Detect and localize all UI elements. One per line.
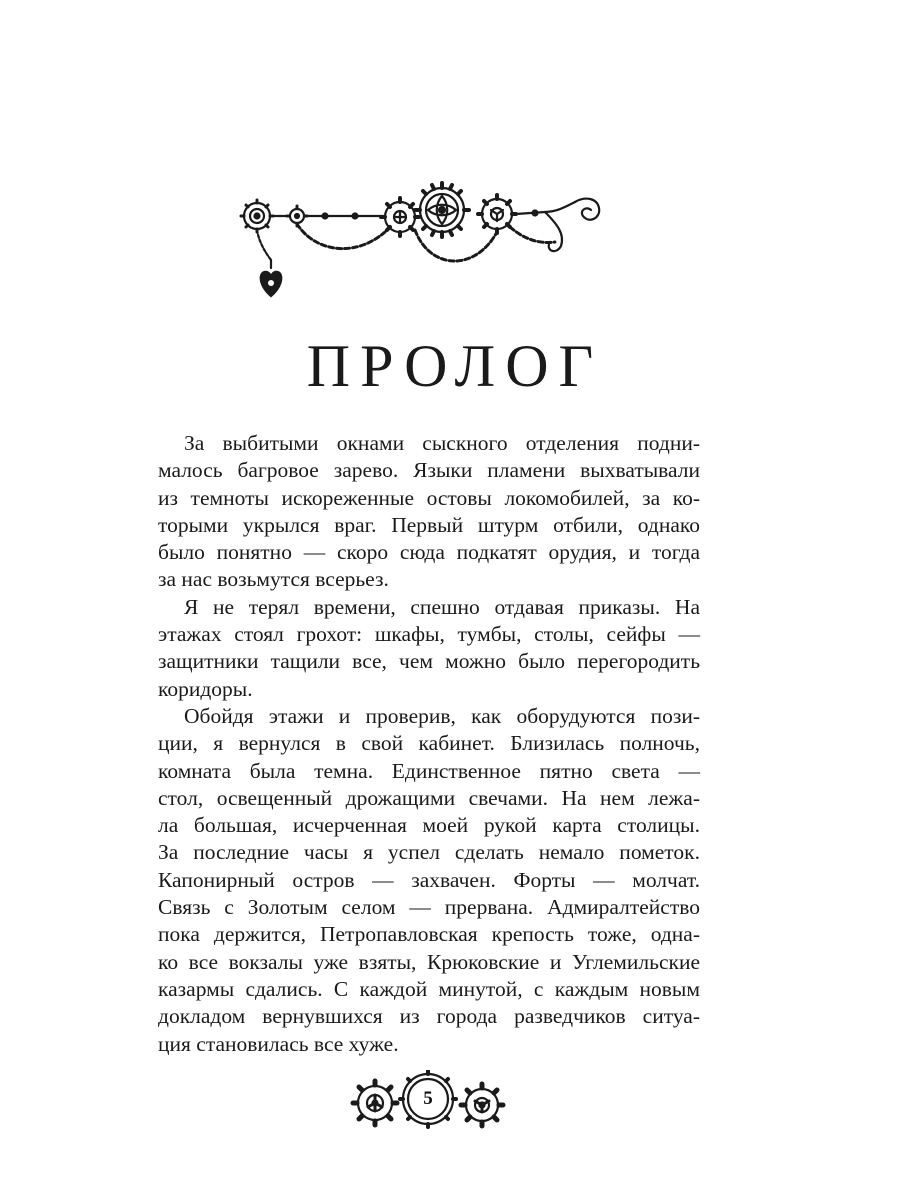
text-line: малось багровое зарево. Языки пламени выхватывали	[158, 458, 700, 483]
text-line: коридоры.	[158, 676, 253, 701]
gear-icon	[381, 198, 419, 236]
paragraph	[158, 594, 700, 703]
text-line: казармы сдались. С каждой минутой, с каждым новым	[158, 976, 700, 1001]
text-line: ла большая, исчерченная моей рукой карта столицы.	[158, 813, 700, 838]
text-line: ция становилась все хуже.	[158, 1031, 399, 1056]
text-line: стол, освещенный дрожащими свечами. На нем лежа-	[158, 785, 700, 810]
heart-icon	[261, 272, 282, 296]
paragraph	[158, 430, 700, 594]
text-line: за нас возьмутся всерьез.	[158, 567, 389, 592]
large-gear-icon	[415, 183, 469, 237]
text-line: пока держится, Петропавловская крепость тоже, одна-	[158, 922, 700, 947]
text-line: Обойдя этажи и проверив, как оборудуются пози-	[184, 703, 700, 728]
text-line: докладом вернувшихся из города разведчиков ситуа-	[158, 1004, 700, 1029]
text-line: Я не терял времени, спешно отдавая приказы. На	[184, 594, 700, 619]
chapter-ornament	[235, 172, 620, 307]
text-line: из темноты искореженные остовы локомобилей, за ко-	[158, 485, 700, 510]
text-line: ко все вокзалы уже взяты, Крюковские и Углемильские	[158, 949, 700, 974]
chapter-title: ПРОЛОГ	[306, 333, 604, 399]
text-line: торыми укрылся враг. Первый штурм отбили, однако	[158, 512, 700, 537]
text-line: За выбитыми окнами сыскного отделения подни-	[184, 431, 700, 455]
left-gear-icon	[241, 200, 273, 232]
text-line: Связь с Золотым селом — прервана. Адмиралтейство	[158, 895, 700, 920]
text-line: защитники тащили все, чем можно было перегородить	[158, 649, 700, 674]
text-line: этажах стоял грохот: шкафы, тумбы, столы, сейфы —	[158, 622, 700, 647]
left-footer-gear-icon	[353, 1081, 397, 1125]
page-number: 5	[423, 1088, 433, 1109]
text-line: ции, я вернулся в свой кабинет. Близилась полночь,	[158, 731, 700, 756]
text-line: За последние часы я успел сделать немало пометок.	[158, 840, 700, 865]
text-line: было понятно — скоро сюда подкатят орудия, и тогда	[158, 540, 700, 565]
body-text	[158, 430, 700, 1058]
paragraph	[158, 703, 700, 1058]
text-line: комната была темна. Единственное пятно света —	[158, 758, 700, 783]
right-footer-gear-icon	[461, 1084, 503, 1126]
text-line: Капонирный остров — захвачен. Форты — молчат.	[158, 867, 700, 892]
